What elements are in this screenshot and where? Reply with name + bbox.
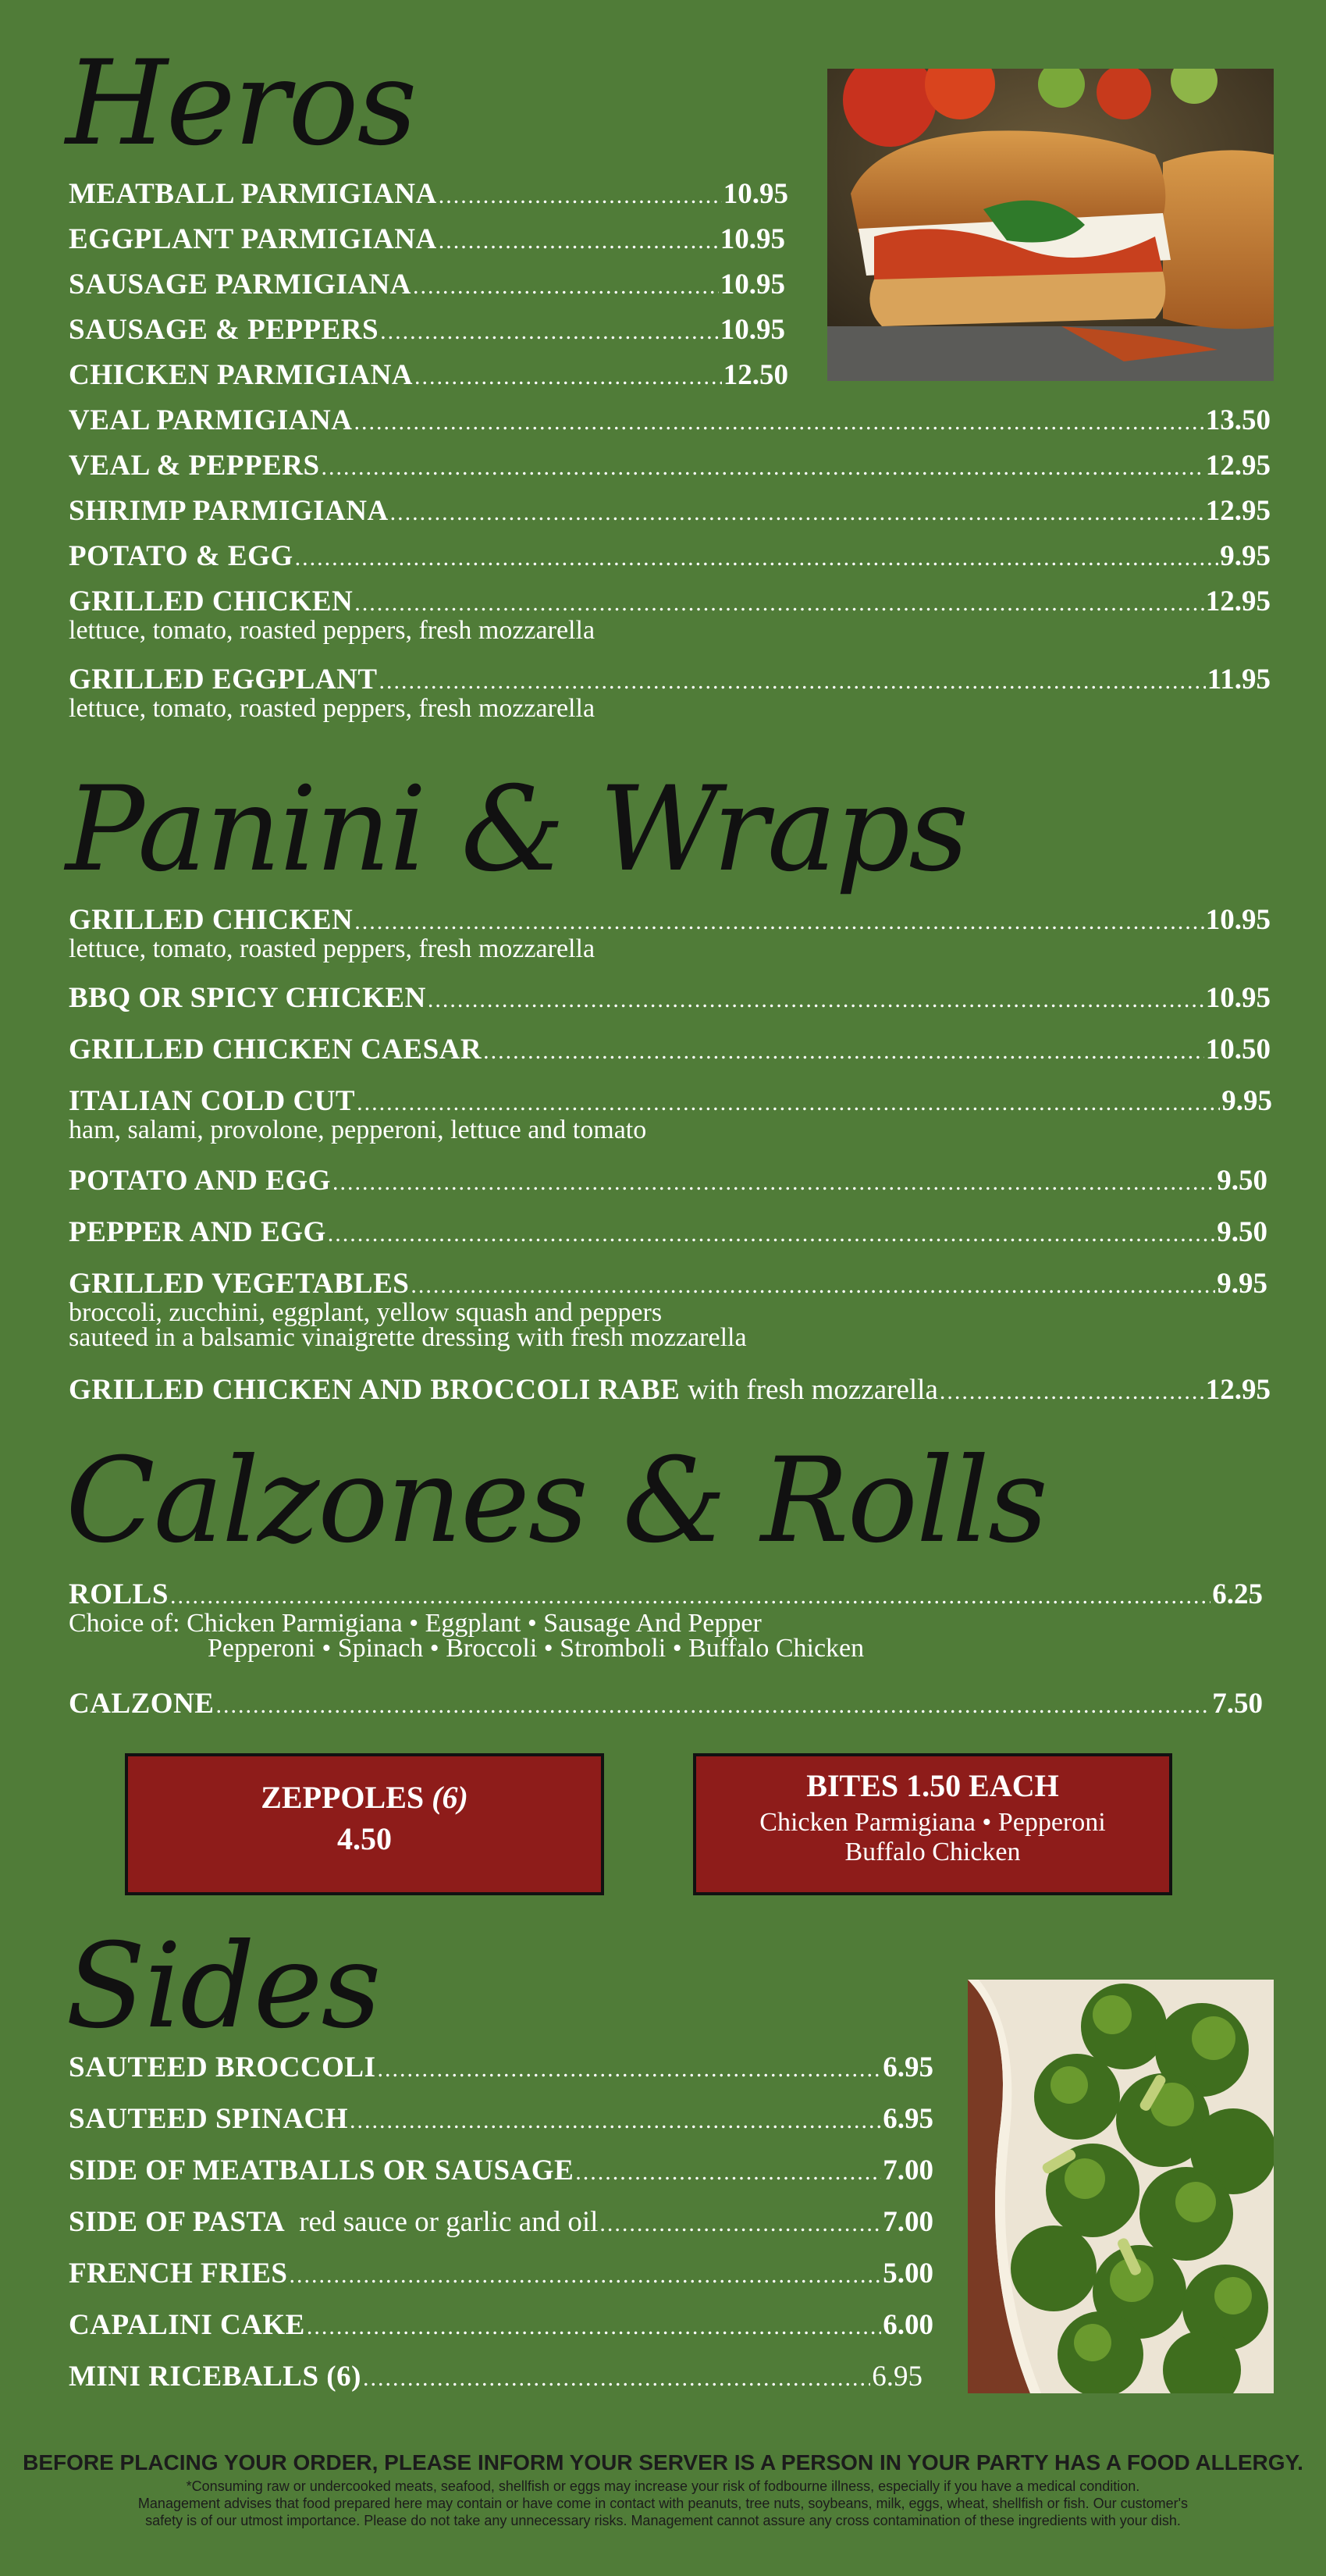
item-price: 5.00 (883, 2258, 933, 2290)
item-price: 7.00 (883, 2206, 933, 2238)
heros-item-veal-parmigiana (69, 404, 1271, 439)
item-note: with fresh mozzarella (688, 1374, 938, 1406)
item-name: ITALIAN COLD CUT (69, 1085, 356, 1117)
leader-dots (439, 180, 722, 212)
item-name: GRILLED EGGPLANT (69, 664, 378, 696)
item-price: 13.50 (1205, 404, 1271, 436)
item-price: 10.95 (720, 269, 785, 301)
item-name: SAUTEED SPINACH (69, 2103, 349, 2135)
item-price: 10.50 (1205, 1034, 1271, 1066)
item-name: GRILLED VEGETABLES (69, 1268, 410, 1300)
leader-dots (350, 2105, 881, 2137)
item-name: GRILLED CHICKEN (69, 904, 354, 936)
leader-dots (363, 2362, 870, 2395)
sides-item-side-of-pasta (69, 2206, 933, 2240)
heros-item-sausage-parmigiana (69, 269, 785, 303)
heros-item-chicken-parmigiana (69, 359, 788, 393)
panini-item-chicken-broccoli-rabe (69, 1374, 1271, 1408)
leader-dots (295, 542, 1219, 575)
panini-item-bbq-spicy-chicken (69, 982, 1271, 1016)
item-name: SHRIMP PARMIGIANA (69, 495, 389, 527)
item-name: SAUTEED BROCCOLI (69, 2051, 376, 2083)
panini-item-grilled-chicken (69, 904, 1271, 963)
leader-dots (575, 2156, 881, 2189)
item-price: 12.50 (723, 359, 788, 391)
leader-dots (599, 2208, 881, 2240)
zeppoles-label: ZEPPOLES (261, 1780, 432, 1815)
item-price: 9.95 (1220, 540, 1271, 572)
leader-dots (483, 1035, 1204, 1068)
leader-dots (215, 1689, 1210, 1722)
item-name: GRILLED CHICKEN (69, 585, 354, 617)
item-price: 7.00 (883, 2154, 933, 2186)
calzones-item-calzone (69, 1688, 1263, 1722)
panini-item-grilled-chicken-caesar (69, 1034, 1271, 1068)
item-name: EGGPLANT PARMIGIANA (69, 223, 437, 255)
item-name: SIDE OF MEATBALLS OR SAUSAGE (69, 2154, 574, 2186)
allergy-notice-line3: safety is of our utmost importance. Please do not take any unnecessary risks. Management cannot assure any cross contamination of these ingredients with your dish. (145, 2513, 1181, 2528)
heros-item-grilled-eggplant (69, 664, 1271, 723)
item-name: GRILLED CHICKEN CAESAR (69, 1034, 482, 1066)
item-name: POTATO & EGG (69, 540, 293, 572)
allergy-notice-heading: BEFORE PLACING YOUR ORDER, PLEASE INFORM YOUR SERVER IS A PERSON IN YOUR PARTY HAS A FOOD ALLERGY. (23, 2450, 1303, 2475)
item-price: 9.95 (1221, 1085, 1272, 1117)
sides-item-french-fries (69, 2258, 933, 2292)
sides-item-capalini-cake (69, 2309, 933, 2343)
item-price: 6.25 (1212, 1578, 1263, 1610)
leader-dots (378, 2053, 882, 2086)
calzones-item-rolls (69, 1578, 1263, 1663)
heros-item-meatball-parmigiana (69, 178, 788, 212)
item-price: 10.95 (720, 223, 785, 255)
leader-dots (390, 496, 1204, 529)
leader-dots (380, 315, 719, 348)
leader-dots (332, 1166, 1215, 1199)
sides-item-mini-riceballs (69, 2361, 923, 2395)
item-price: 6.95 (883, 2051, 933, 2083)
sides-title: Sides (66, 1919, 380, 2055)
item-price: 6.00 (883, 2309, 933, 2341)
leader-dots (322, 451, 1204, 484)
item-name: VEAL PARMIGIANA (69, 404, 353, 436)
sides-item-sauteed-spinach (69, 2103, 933, 2137)
panini-item-potato-and-egg (69, 1165, 1267, 1199)
item-name: FRENCH FRIES (69, 2258, 288, 2290)
calzones-rolls-title: Calzones & Rolls (66, 1433, 1047, 1569)
item-description: Choice of: Chicken Parmigiana • Eggplant • Sausage And Pepper (69, 1609, 762, 1638)
bites-options-line2: Buffalo Chicken (844, 1838, 1021, 1866)
item-name: BBQ OR SPICY CHICKEN (69, 982, 426, 1014)
heros-item-shrimp-parmigiana (69, 495, 1271, 529)
item-price: 11.95 (1207, 664, 1271, 696)
item-description: lettuce, tomato, roasted peppers, fresh mozzarella (69, 616, 595, 645)
leader-dots (357, 1087, 1220, 1119)
item-name: CAPALINI CAKE (69, 2309, 305, 2341)
item-description: lettuce, tomato, roasted peppers, fresh mozzarella (69, 934, 595, 963)
item-name: MEATBALL PARMIGIANA (69, 178, 437, 210)
item-name: POTATO AND EGG (69, 1165, 331, 1197)
item-price: 12.95 (1205, 585, 1271, 617)
item-description: lettuce, tomato, roasted peppers, fresh mozzarella (69, 694, 595, 723)
heros-item-eggplant-parmigiana (69, 223, 785, 258)
item-price: 6.95 (883, 2103, 933, 2135)
item-price: 12.95 (1205, 495, 1271, 527)
item-price: 9.95 (1217, 1268, 1267, 1300)
leader-dots (414, 361, 722, 393)
zeppoles-count: (6) (432, 1780, 468, 1815)
leader-dots (413, 270, 719, 303)
item-name: GRILLED CHICKEN AND BROCCOLI RABE (69, 1374, 681, 1406)
item-name: CALZONE (69, 1688, 215, 1720)
bites-box (693, 1753, 1172, 1895)
leader-dots (328, 1218, 1216, 1251)
item-price: 10.95 (1205, 904, 1271, 936)
item-name: MINI RICEBALLS (6) (69, 2361, 361, 2393)
leader-dots (439, 225, 719, 258)
item-price: 10.95 (1205, 982, 1271, 1014)
item-name: SIDE OF PASTA (69, 2206, 286, 2238)
leader-dots (411, 1269, 1215, 1302)
item-note: red sauce or garlic and oil (299, 2206, 599, 2238)
sandwich-photo (827, 69, 1274, 381)
leader-dots (170, 1580, 1210, 1613)
broccoli-photo (968, 1980, 1274, 2393)
allergy-notice-line1: *Consuming raw or undercooked meats, seafood, shellfish or eggs may increase your risk of fodbourne illness, especially if you have a medical condition. (186, 2478, 1140, 2494)
item-description: broccoli, zucchini, eggplant, yellow squash and peppers (69, 1298, 663, 1327)
leader-dots (428, 984, 1204, 1016)
leader-dots (940, 1375, 1204, 1408)
item-name: VEAL & PEPPERS (69, 450, 320, 482)
panini-item-grilled-vegetables (69, 1268, 1267, 1352)
item-price: 10.95 (720, 314, 785, 346)
leader-dots (307, 2311, 881, 2343)
heros-item-grilled-chicken (69, 585, 1271, 645)
item-price: 7.50 (1212, 1688, 1263, 1720)
leader-dots (354, 587, 1204, 620)
item-price: 9.50 (1217, 1216, 1267, 1248)
zeppoles-box (125, 1753, 604, 1895)
leader-dots (354, 406, 1203, 439)
bites-options-line1: Chicken Parmigiana • Pepperoni (759, 1808, 1106, 1837)
item-name: SAUSAGE & PEPPERS (69, 314, 379, 346)
item-description-line2: Pepperoni • Spinach • Broccoli • Stromboli • Buffalo Chicken (208, 1634, 865, 1663)
heros-item-veal-peppers (69, 450, 1271, 484)
item-description-line2: sauteed in a balsamic vinaigrette dressing with fresh mozzarella (69, 1323, 747, 1352)
item-name: PEPPER AND EGG (69, 1216, 326, 1248)
bites-label: BITES 1.50 EACH (806, 1768, 1059, 1803)
sides-item-sauteed-broccoli (69, 2051, 933, 2086)
leader-dots (354, 906, 1204, 938)
item-name: ROLLS (69, 1578, 169, 1610)
zeppoles-price: 4.50 (337, 1821, 392, 1856)
item-description: ham, salami, provolone, pepperoni, lettuce and tomato (69, 1115, 647, 1144)
panini-item-pepper-and-egg (69, 1216, 1267, 1251)
leader-dots (379, 665, 1206, 698)
heros-title: Heros (66, 36, 416, 172)
heros-item-potato-egg (69, 540, 1271, 575)
item-name: CHICKEN PARMIGIANA (69, 359, 414, 391)
sides-item-meatballs-sausage (69, 2154, 933, 2189)
item-name: SAUSAGE PARMIGIANA (69, 269, 411, 301)
item-price: 6.95 (872, 2361, 923, 2393)
item-price: 12.95 (1205, 450, 1271, 482)
panini-wraps-title: Panini & Wraps (66, 762, 968, 898)
allergy-notice-line2: Management advises that food prepared here may contain or have come in contact with peanuts, tree nuts, soybeans, milk, eggs, wheat, shellfish or fish. Our customer's (137, 2496, 1189, 2511)
item-price: 10.95 (723, 178, 788, 210)
panini-item-italian-cold-cut (69, 1085, 1272, 1144)
item-price: 12.95 (1205, 1374, 1271, 1406)
heros-item-sausage-peppers (69, 314, 785, 348)
item-price: 9.50 (1217, 1165, 1267, 1197)
leader-dots (289, 2259, 881, 2292)
